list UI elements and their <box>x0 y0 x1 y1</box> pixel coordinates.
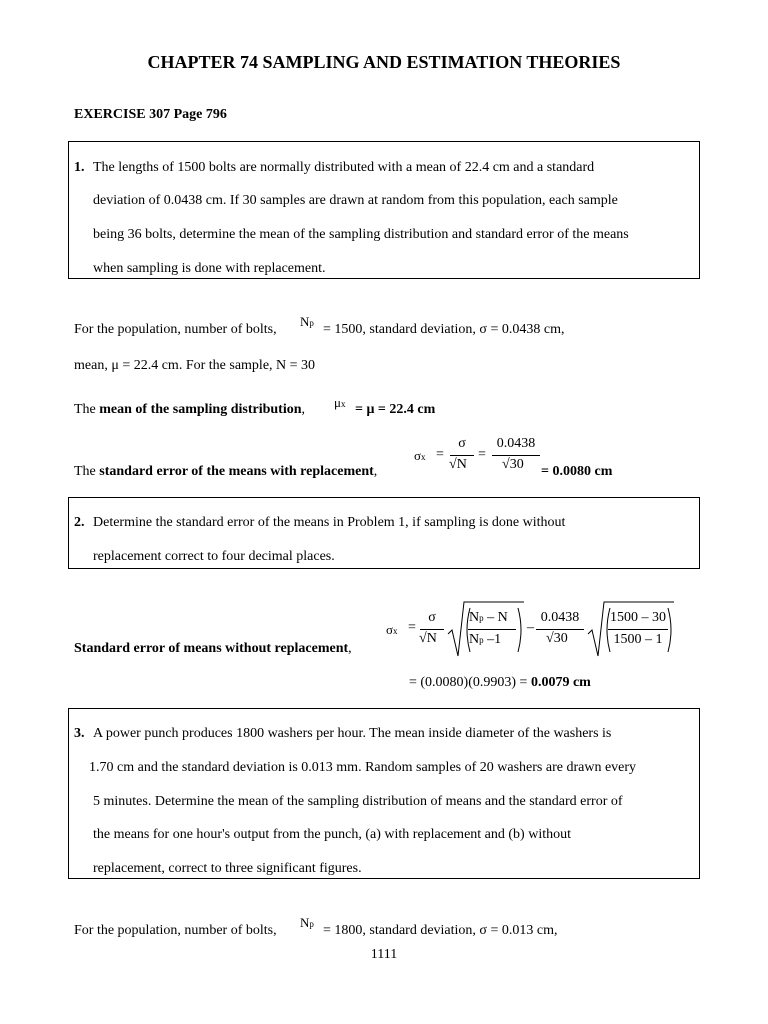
problem-2-line-1: Determine the standard error of the means in Problem 1, if sampling is done without <box>93 515 566 530</box>
problem-3-line-5: replacement, correct to three significant figures. <box>93 861 362 876</box>
eq-sign-2: = <box>478 447 486 462</box>
solution-1-line-1-pre: For the population, number of bolts, <box>74 322 277 337</box>
sigma-numerator: σ <box>458 436 466 451</box>
fraction-bar-1 <box>450 455 474 456</box>
np-symbol: Np <box>300 314 314 329</box>
problem-1-line-1: The lengths of 1500 bolts are normally distributed with a mean of 22.4 cm and a standard <box>93 160 595 175</box>
eq-sign-1: = <box>436 447 444 462</box>
problem-2-number: 2. <box>74 515 85 530</box>
page-number: 1111 <box>370 947 398 962</box>
fraction-bar-3 <box>420 629 444 630</box>
std-error-statement: The standard error of the means with replacement, <box>74 464 378 479</box>
np-minus-n-numerator: Np – N <box>469 610 508 625</box>
mu-x-bar-symbol: μx <box>334 395 346 410</box>
problem-1-line-3: being 36 bolts, determine the mean of the sampling distribution and standard error of the means <box>93 227 629 242</box>
denominator-1500-1: 1500 – 1 <box>613 632 663 647</box>
fraction-bar-4 <box>468 629 516 630</box>
std-error-without-label: Standard error of means without replacement, <box>74 641 352 656</box>
solution-3-line-1-post: = 1800, standard deviation, σ = 0.013 cm, <box>323 923 558 938</box>
numerator-1500-30: 1500 – 30 <box>610 610 666 625</box>
fraction-bar-2 <box>492 455 540 456</box>
fraction-bar-5 <box>536 629 584 630</box>
problem-3-number: 3. <box>74 726 85 741</box>
problem-3-line-1: A power punch produces 1800 washers per hour. The mean inside diameter of the washers is <box>93 726 612 741</box>
exercise-heading: EXERCISE 307 Page 796 <box>74 107 227 122</box>
solution-1-line-2: mean, μ = 22.4 cm. For the sample, N = 30 <box>74 358 316 373</box>
problem-3-line-2: 1.70 cm and the standard deviation is 0.013 mm. Random samples of 20 washers are drawn every <box>89 760 637 775</box>
fraction-bar-6 <box>608 629 668 630</box>
sqrt-30-denominator: √30 <box>502 457 524 472</box>
problem-3-line-3: 5 minutes. Determine the mean of the sampling distribution of means and the standard error of <box>93 794 623 809</box>
sigma-numerator-2: σ <box>428 610 436 625</box>
std-error-without-result: = (0.0080)(0.9903) = 0.0079 cm <box>409 675 591 690</box>
std-error-result: = 0.0080 cm <box>541 464 613 479</box>
minus-sign: – <box>527 620 534 635</box>
solution-3-line-1-pre: For the population, number of bolts, <box>74 923 277 938</box>
problem-3-line-4: the means for one hour's output from the punch, (a) with replacement and (b) without <box>93 827 571 842</box>
sigma-x-symbol-2: σx <box>386 622 398 637</box>
eq-sign-3: = <box>408 620 416 635</box>
problem-2-line-2: replacement correct to four decimal places. <box>93 549 335 564</box>
problem-1-line-2: deviation of 0.0438 cm. If 30 samples are drawn at random from this population, each sample <box>93 193 618 208</box>
numerator-0438-2: 0.0438 <box>540 610 580 625</box>
problem-1-number: 1. <box>74 160 85 175</box>
np-minus-1-denominator: Np –1 <box>469 632 502 647</box>
sigma-x-symbol: σx <box>414 448 426 463</box>
sqrt-30-denominator-2: √30 <box>546 631 568 646</box>
numerator-0438: 0.0438 <box>496 436 536 451</box>
sqrt-n-denominator-2: √N <box>419 631 437 646</box>
sqrt-n-denominator: √N <box>449 457 467 472</box>
problem-1-line-4: when sampling is done with replacement. <box>93 261 326 276</box>
mean-statement: The mean of the sampling distribution, <box>74 402 306 417</box>
mean-result: = μ = 22.4 cm <box>355 402 436 417</box>
np-symbol-2: Np <box>300 915 314 930</box>
chapter-title: CHAPTER 74 SAMPLING AND ESTIMATION THEORIES <box>147 52 621 72</box>
solution-1-line-1-post: = 1500, standard deviation, σ = 0.0438 cm, <box>323 322 565 337</box>
